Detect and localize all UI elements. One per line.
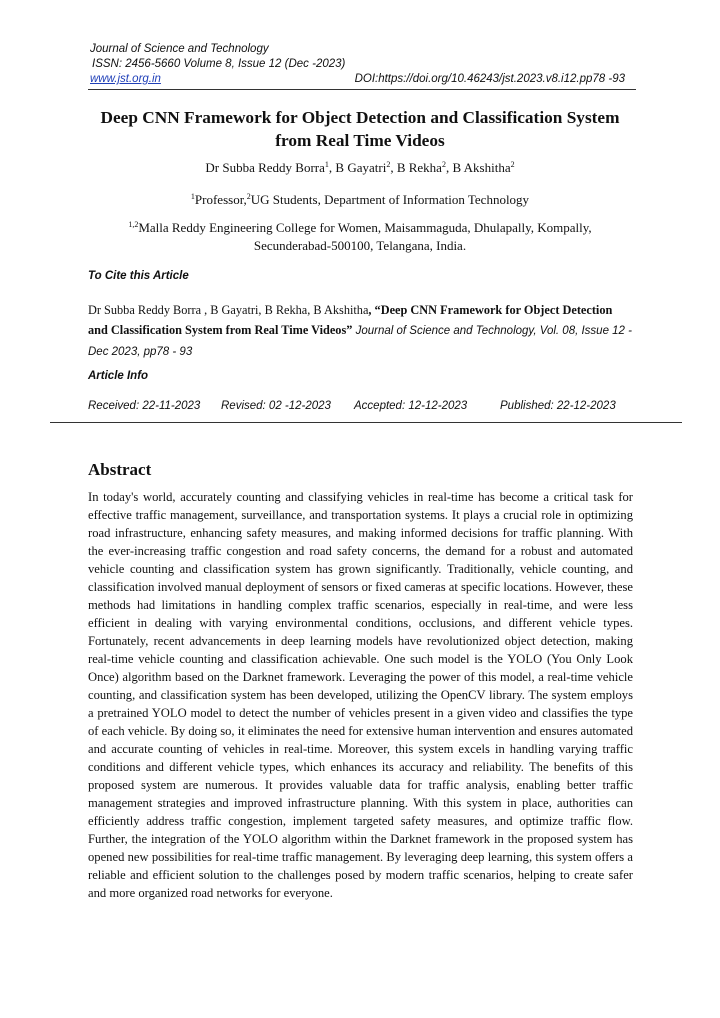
- journal-url-link[interactable]: www.jst.org.in: [90, 73, 161, 85]
- article-info-heading: Article Info: [88, 370, 149, 382]
- author-list: [70, 159, 650, 177]
- affiliation-institution: [70, 219, 650, 255]
- institution-line-1: Malla Reddy Engineering College for Women, Maisammaguda, Dhulapally, Kompally,: [138, 220, 592, 235]
- citation-authors: Dr Subba Reddy Borra , B Gayatri, B Rekha, B Akshitha: [88, 303, 369, 317]
- affil-mark: 2: [246, 192, 251, 201]
- abstract-heading: Abstract: [88, 460, 152, 479]
- received-date: Received: 22-11-2023: [88, 400, 201, 412]
- author-name: B Gayatri: [335, 160, 387, 175]
- header-links-row: [90, 72, 625, 87]
- accepted-date: Accepted: 12-12-2023: [354, 400, 468, 412]
- author-separator: ,: [390, 160, 397, 175]
- running-header: [90, 42, 630, 87]
- cite-heading: To Cite this Article: [88, 270, 189, 282]
- abstract-body: In today's world, accurately counting and classifying vehicles in real-time has become a critical task for effective traffic management, surveillance, and transportation systems. It plays a crucial role in optimizing road infrastructure, enhancing safety measures, and making informed decisions for traffic planning. With the ever-increasing traffic congestion and road safety concerns, the demand for a robust and automated vehicle counting and classification system has grown significantly. Traditionally, vehicle counting, and classification involved manual deployment of sensors or fixed cameras at specific locations. However, these methods had limitations in handling complex traffic scenarios, especially in real-time, and were less efficient in dealing with varying environmental conditions, occlusions, and different vehicle types. Fortunately, recent advancements in deep learning models have revolutionized object detection, making real-time vehicle counting and classification achievable. One such model is the YOLO (You Only Look Once) algorithm based on the Darknet framework. Leveraging the power of this model, a real-time vehicle counting, and classification system has been developed, utilizing the OpenCV library. The system employs a pretrained YOLO model to detect the number of vehicles present in a given video and classifies the type of each vehicle. By doing so, it eliminates the need for extensive human intervention and ensures automated and accurate counting of vehicles in real-time. Moreover, this system excels in handling varying traffic conditions and different vehicle types, which enhances its accuracy and reliability. The benefits of this proposed system are numerous. It provides valuable data for traffic analysis, enabling better traffic management strategies and improved infrastructure planning. With this system in place, authorities can efficiently address traffic congestion, implement targeted safety measures, and optimize traffic flow. Further, the integration of the YOLO algorithm within the Darknet framework in the proposed system has opened new possibilities for real-time traffic management. By leveraging deep learning, this system offers a reliable and efficient solution to the challenges posed by modern traffic scenarios, helping to create safer and more organized road networks for everyone.: [88, 490, 633, 900]
- author-affil-mark: 1: [324, 160, 329, 169]
- affil-mark: 1: [190, 192, 195, 201]
- title-line-2: from Real Time Videos: [275, 131, 445, 150]
- paper-title: [70, 106, 650, 152]
- affil-role-students: UG Students, Department of Information Technology: [250, 192, 530, 207]
- citation-journal: Journal of Science and Technology, Vol. 08, Issue 12 - Dec 2023, pp78 - 93: [88, 325, 632, 358]
- author-name: B Akshitha: [452, 160, 511, 175]
- affiliation-roles: [70, 191, 650, 209]
- affil-mark: 1,2: [128, 220, 139, 229]
- published-date: Published: 22-12-2023: [500, 400, 616, 412]
- institution-line-2: Secunderabad-500100, Telangana, India.: [253, 238, 467, 253]
- citation-title: , “Deep CNN Framework for Object Detection and Classification System from Real Time Videos”: [88, 303, 613, 337]
- author-affil-mark: 2: [510, 160, 515, 169]
- author-separator: ,: [445, 160, 453, 175]
- citation-text: [88, 300, 633, 362]
- title-line-1: Deep CNN Framework for Object Detection and Classification System: [100, 108, 620, 127]
- doi-text: DOI:https://doi.org/10.46243/jst.2023.v8.i12.pp78 -93: [354, 73, 625, 85]
- author-separator: ,: [328, 160, 336, 175]
- section-divider: [50, 422, 682, 423]
- header-divider: [88, 89, 636, 90]
- author-name: Dr Subba Reddy Borra: [205, 160, 325, 175]
- author-affil-mark: 2: [386, 160, 391, 169]
- journal-name: Journal of Science and Technology: [90, 43, 269, 55]
- author-affil-mark: 2: [441, 160, 446, 169]
- issn-volume: ISSN: 2456-5660 Volume 8, Issue 12 (Dec -2023): [92, 58, 346, 70]
- author-name: B Rekha: [396, 160, 442, 175]
- affil-role-professor: Professor,: [194, 192, 247, 207]
- revised-date: Revised: 02 -12-2023: [221, 400, 331, 412]
